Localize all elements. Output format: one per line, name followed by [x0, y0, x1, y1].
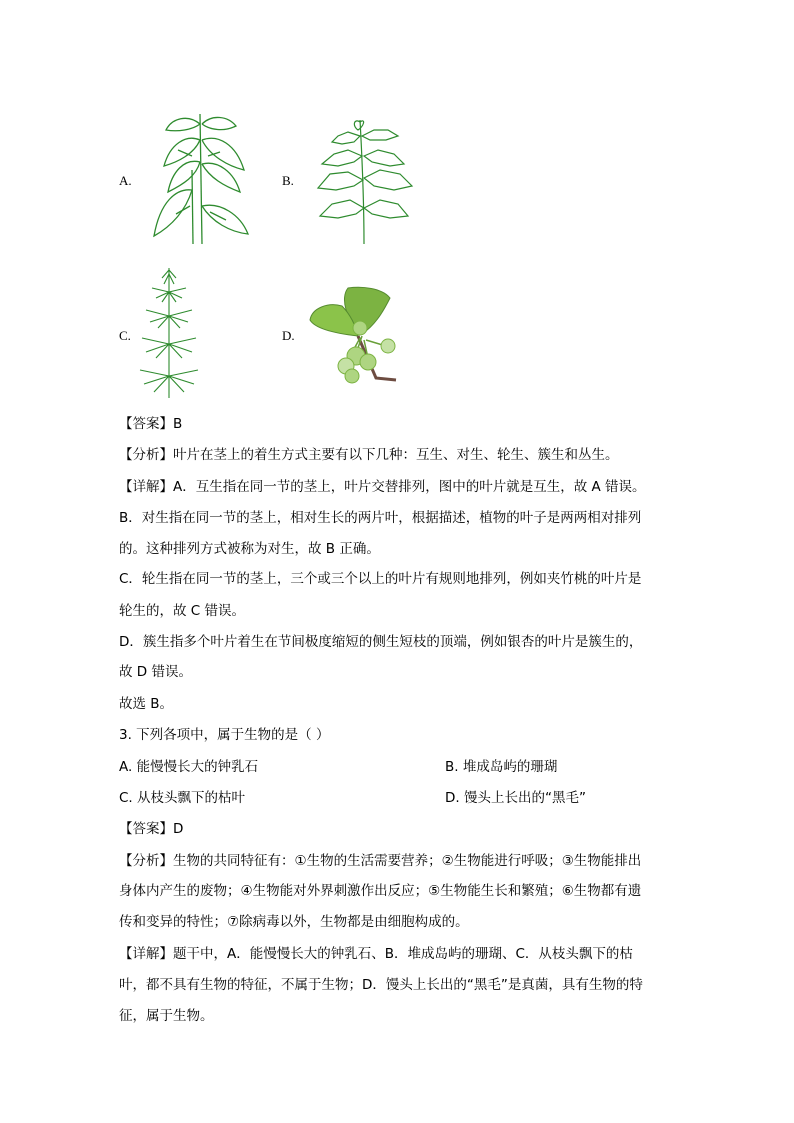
q3-option-a: A. 能慢慢长大的钟乳石	[119, 759, 259, 775]
q2-detail-line: 的。这种排列方式被称为对生，故 B 正确。	[119, 541, 380, 557]
q3-option-b: B. 堆成岛屿的珊瑚	[445, 759, 558, 775]
q2-answer: 【答案】B	[119, 416, 183, 432]
figure-c-label: C.	[119, 328, 131, 343]
q3-stem: 3. 下列各项中，属于生物的是（ ）	[119, 727, 330, 743]
q3-option-d: D. 馒头上长出的“黑毛”	[445, 790, 586, 806]
q2-detail-line: C．轮生指在同一节的茎上，三个或三个以上的叶片有规则地排列，例如夹竹桃的叶片是	[119, 571, 642, 587]
figure-a-label: A.	[119, 173, 132, 188]
q3-analysis-line: 传和变异的特性；⑦除病毒以外，生物都是由细胞构成的。	[119, 914, 469, 930]
q3-option-c: C. 从枝头飘下的枯叶	[119, 790, 246, 806]
q2-detail-line: B．对生指在同一节的茎上，相对生长的两片叶，根据描述，植物的叶子是两两相对排列	[119, 510, 642, 526]
q2-detail-line: 轮生的，故 C 错误。	[119, 603, 246, 619]
plant-opposite-leaves-icon	[148, 110, 252, 246]
q3-answer: 【答案】D	[119, 821, 184, 837]
figure-b-label: B.	[282, 173, 294, 188]
q3-detail-line: 征，属于生物。	[119, 1008, 214, 1024]
q2-detail-line: 故 D 错误。	[119, 664, 192, 680]
q2-analysis: 【分析】叶片在茎上的着生方式主要有以下几种：互生、对生、轮生、簇生和丛生。	[119, 447, 619, 463]
q2-detail-line: D．簇生指多个叶片着生在节间极度缩短的侧生短枝的顶端，例如银杏的叶片是簇生的，	[119, 634, 643, 650]
q3-detail-line: 【详解】题干中，A．能慢慢长大的钟乳石、B．堆成岛屿的珊瑚、C．从枝头飘下的枯	[119, 946, 633, 962]
q3-analysis-line: 【分析】生物的共同特征有：①生物的生活需要营养；②生物能进行呼吸；③生物能排出	[119, 853, 642, 869]
q3-analysis-line: 身体内产生的废物；④生物能对外界刺激作出反应；⑤生物能生长和繁殖；⑥生物都有遗	[119, 883, 642, 899]
q2-detail-line: 【详解】A．互生指在同一节的茎上，叶片交替排列，图中的叶片就是互生，故 A 错误。	[119, 479, 646, 495]
figure-d-label: D.	[282, 328, 295, 343]
q3-detail-line: 叶，都不具有生物的特征，不属于生物；D．馒头上长出的“黑毛”是真菌，具有生物的特	[119, 977, 643, 993]
ginkgo-leaves-icon	[306, 284, 410, 388]
plant-serrated-leaves-icon	[308, 116, 416, 246]
q2-conclusion: 故选 B。	[119, 696, 174, 712]
plant-whorled-leaves-icon	[138, 266, 200, 400]
